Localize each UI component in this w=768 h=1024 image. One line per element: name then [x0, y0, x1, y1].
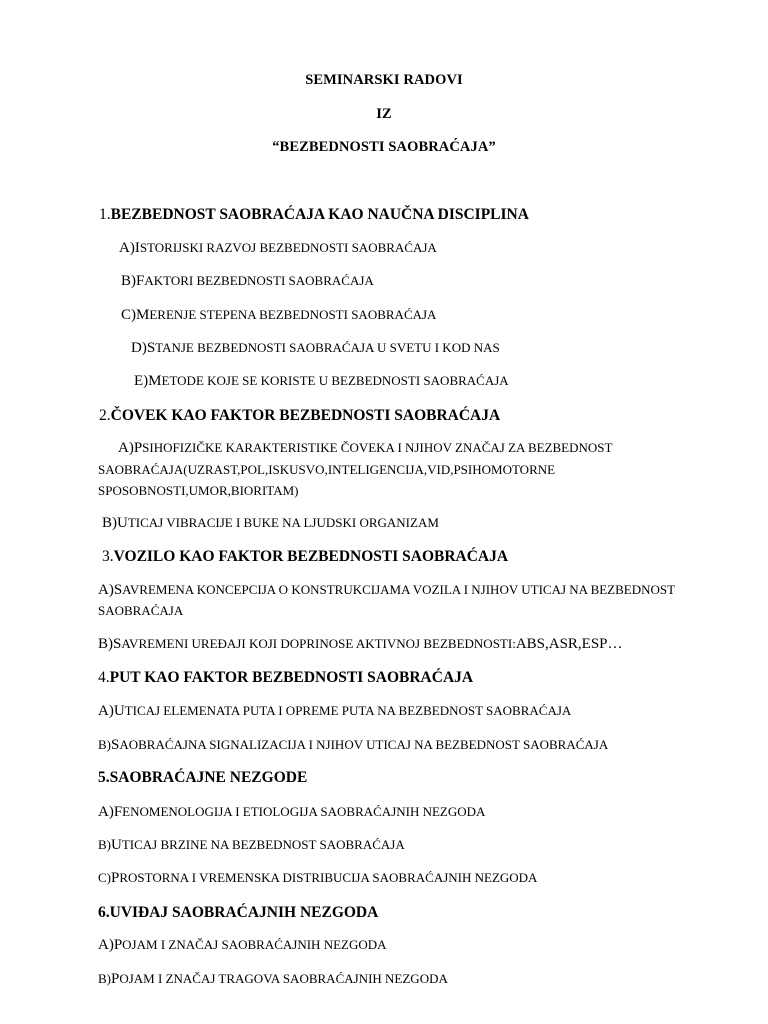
list-item	[121, 273, 374, 290]
list-item	[134, 373, 509, 390]
section-number: 2.	[99, 407, 111, 424]
text-fragment: E)	[134, 373, 149, 389]
list-item	[131, 340, 500, 357]
text-fragment: A)	[119, 240, 135, 256]
text-fragment: M	[136, 307, 150, 323]
section-heading-1	[99, 206, 529, 224]
list-item	[98, 582, 675, 599]
list-item-continuation: SAOBRAĆAJA(UZRAST,POL,ISKUSVO,INTELIGENCIJA,VID,PSIHOMOTORNE	[98, 462, 556, 477]
section-number: 1.	[99, 206, 111, 223]
text-fragment: OJAM I ZNAČAJ SAOBRAĆAJNIH NEZGODA	[122, 937, 387, 952]
text-fragment: B)	[98, 837, 111, 852]
section-heading-5	[98, 769, 307, 787]
text-fragment: B)	[121, 273, 136, 289]
text-fragment: B)	[98, 737, 111, 752]
text-fragment: P	[113, 937, 123, 953]
text-fragment: P	[111, 971, 120, 987]
text-fragment: A)	[98, 582, 114, 598]
text-fragment: A)	[98, 703, 114, 719]
text-fragment: F	[136, 273, 145, 289]
section-title: VOZILO KAO FAKTOR BEZBEDNOSTI SAOBRAĆAJA	[113, 548, 509, 565]
section-heading-4	[98, 669, 473, 687]
section-title: BEZBEDNOST SAOBRAĆAJA KAO NAUČNA DISCIPLINA	[110, 206, 529, 223]
doc-title-line3: “BEZBEDNOSTI SAOBRAĆAJA”	[272, 139, 496, 155]
list-item	[118, 440, 612, 457]
text-fragment: TICAJ ELEMENATA PUTA I OPREME PUTA NA BEZBEDNOST SAOBRAĆAJA	[124, 703, 572, 718]
section-number: 4.	[98, 669, 110, 686]
text-fragment: S	[113, 582, 123, 598]
text-fragment: D)	[131, 340, 147, 356]
text-fragment: ABS,ASR,ESP…	[515, 636, 623, 652]
text-fragment: F	[113, 804, 123, 820]
text-fragment: A)	[98, 804, 114, 820]
text-fragment: U	[113, 703, 125, 719]
text-fragment: AVREMENA KONCEPCIJA O KONSTRUKCIJAMA VOZILA I NJIHOV UTICAJ NA BEZBEDNOST	[122, 582, 676, 597]
text-fragment: M	[148, 373, 162, 389]
section-heading-3	[102, 548, 508, 566]
text-fragment: U	[111, 837, 122, 853]
list-item	[98, 937, 387, 954]
text-fragment: I	[134, 240, 140, 256]
text-fragment: U	[117, 515, 128, 531]
text-fragment: ROSTORNA I VREMENSKA DISTRIBUCIJA SAOBRAĆAJNIH NEZGODA	[119, 870, 538, 885]
text-fragment: P	[111, 870, 120, 886]
section-title: PUT KAO FAKTOR BEZBEDNOSTI SAOBRAĆAJA	[109, 669, 474, 686]
doc-title-line1: SEMINARSKI RADOVI	[305, 72, 463, 88]
text-fragment: ENOMENOLOGIJA I ETIOLOGIJA SAOBRAĆAJNIH NEZGODA	[122, 804, 486, 819]
list-item	[98, 804, 485, 821]
text-fragment: TANJE BEZBEDNOSTI SAOBRAĆAJA U SVETU I KOD NAS	[155, 340, 500, 355]
section-number: 3.	[102, 548, 114, 565]
list-item	[98, 971, 448, 988]
text-fragment: SIHOFIZIČKE KARAKTERISTIKE ČOVEKA I NJIHOV ZNAČAJ ZA BEZBEDNOST	[142, 440, 613, 455]
list-item	[98, 636, 623, 653]
text-fragment: P	[133, 440, 143, 456]
text-fragment: ERENJE STEPENA BEZBEDNOSTI SAOBRAĆAJA	[149, 307, 437, 322]
section-title: UVIĐAJ SAOBRAĆAJNIH NEZGODA	[109, 904, 379, 921]
section-title: SAOBRAĆAJNE NEZGODE	[109, 769, 308, 786]
list-item	[98, 737, 608, 754]
list-item	[119, 240, 437, 257]
text-fragment: A)	[118, 440, 134, 456]
list-item-continuation: SPOSOBNOSTI,UMOR,BIORITAM)	[98, 483, 299, 498]
list-item	[98, 703, 571, 720]
list-item	[98, 837, 405, 854]
section-title: ČOVEK KAO FAKTOR BEZBEDNOSTI SAOBRAĆAJA	[110, 407, 501, 424]
text-fragment: S	[113, 636, 122, 652]
list-item	[121, 307, 436, 324]
section-heading-6	[98, 904, 378, 922]
text-fragment: AOBRAĆAJNA SIGNALIZACIJA I NJIHOV UTICAJ NA BEZBEDNOST SAOBRAĆAJA	[119, 737, 609, 752]
text-fragment: C)	[98, 870, 111, 885]
list-item-continuation: SAOBRAĆAJA	[98, 603, 184, 618]
text-fragment: B)	[102, 515, 117, 531]
section-heading-2	[99, 407, 500, 425]
text-fragment: C)	[121, 307, 136, 323]
text-fragment: A)	[98, 937, 114, 953]
text-fragment: B)	[98, 971, 111, 986]
doc-title-line2: IZ	[376, 106, 392, 122]
list-item	[98, 870, 537, 887]
text-fragment: AKTORI BEZBEDNOSTI SAOBRAĆAJA	[144, 273, 374, 288]
section-number: 6.	[98, 904, 110, 921]
list-item	[102, 515, 439, 532]
text-fragment: S	[111, 737, 120, 753]
text-fragment: OJAM I ZNAČAJ TRAGOVA SAOBRAĆAJNIH NEZGODA	[119, 971, 448, 986]
text-fragment: S	[146, 340, 156, 356]
text-fragment: AVREMENI UREĐAJI KOJI DOPRINOSE AKTIVNOJ BEZBEDNOSTI:	[121, 636, 516, 651]
text-fragment: STORIJSKI RAZVOJ BEZBEDNOSTI SAOBRAĆAJA	[139, 240, 437, 255]
text-fragment: ETODE KOJE SE KORISTE U BEZBEDNOSTI SAOBRAĆAJA	[161, 373, 509, 388]
text-fragment: TICAJ BRZINE NA BEZBEDNOST SAOBRAĆAJA	[121, 837, 405, 852]
text-fragment: B)	[98, 636, 113, 652]
section-number: 5.	[98, 769, 110, 786]
text-fragment: TICAJ VIBRACIJE I BUKE NA LJUDSKI ORGANIZAM	[127, 515, 439, 530]
